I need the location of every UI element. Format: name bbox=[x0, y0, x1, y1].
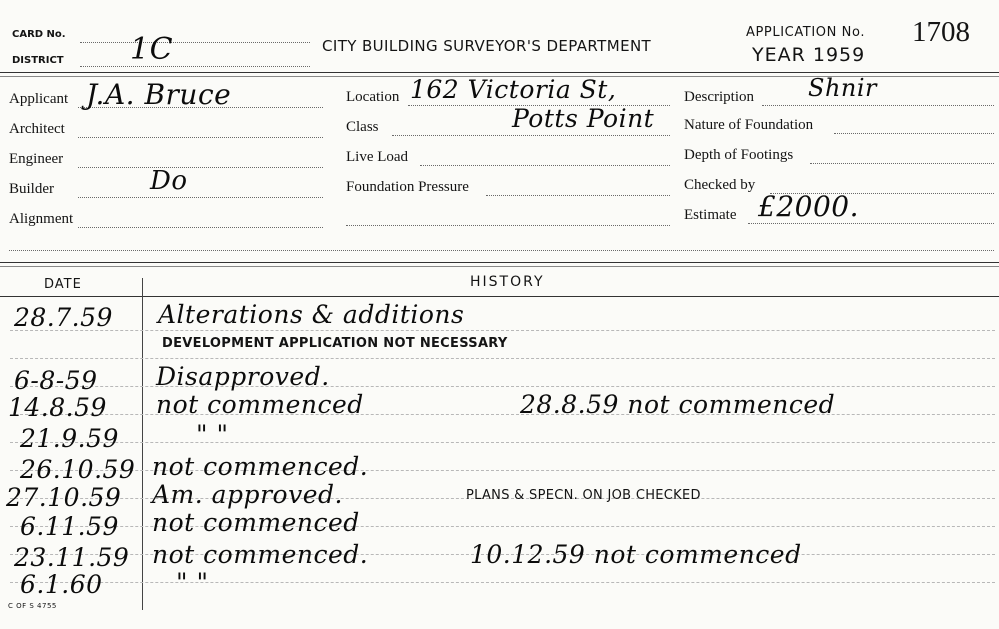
history-rule-2 bbox=[0, 266, 999, 267]
history-entry-text: Alterations & additions bbox=[158, 300, 465, 329]
history-entry-text: not commenced. bbox=[152, 452, 369, 481]
card-no-label: CARD No. bbox=[12, 29, 66, 40]
live-load-line bbox=[420, 165, 670, 166]
nature-of-foundation-label: Nature of Foundation bbox=[684, 117, 814, 133]
applicant-label: Applicant bbox=[9, 91, 69, 107]
year-label: YEAR 1959 bbox=[752, 44, 866, 66]
history-date: 26.10.59 bbox=[20, 455, 136, 484]
card-no-line bbox=[80, 42, 310, 43]
history-date: 21.9.59 bbox=[20, 424, 119, 453]
application-no-label: APPLICATION No. bbox=[746, 25, 866, 40]
department-title: CITY BUILDING SURVEYOR'S DEPARTMENT bbox=[322, 37, 652, 55]
location-value-line1: 162 Victoria St, bbox=[410, 75, 617, 104]
depth-of-footings-label: Depth of Footings bbox=[684, 147, 794, 163]
history-entry-text: not commenced. bbox=[152, 540, 369, 569]
estimate-label: Estimate bbox=[684, 207, 737, 223]
row-guide bbox=[10, 442, 995, 443]
estimate-line bbox=[748, 223, 994, 224]
location-label: Location bbox=[346, 89, 400, 105]
foundation-pressure-label: Foundation Pressure bbox=[346, 179, 469, 195]
builder-line bbox=[78, 197, 323, 198]
estimate-value: £2000. bbox=[758, 190, 859, 223]
history-date: 27.10.59 bbox=[6, 483, 122, 512]
checked-by-label: Checked by bbox=[684, 177, 756, 193]
row-guide bbox=[10, 330, 995, 331]
description-label: Description bbox=[684, 89, 754, 105]
history-date: 14.8.59 bbox=[8, 393, 107, 422]
applicant-value: J.A. Bruce bbox=[86, 78, 232, 111]
engineer-label: Engineer bbox=[9, 151, 64, 167]
history-entry-text: " " bbox=[196, 420, 229, 449]
foundation-pressure-line bbox=[486, 195, 670, 196]
history-stamp: PLANS & SPECN. ON JOB CHECKED bbox=[466, 488, 701, 503]
history-stamp: DEVELOPMENT APPLICATION NOT NECESSARY bbox=[162, 336, 508, 351]
history-column-header: HISTORY bbox=[470, 274, 545, 290]
history-entry-text: " " bbox=[176, 568, 209, 597]
history-rule bbox=[0, 262, 999, 263]
location-value-line2: Potts Point bbox=[512, 104, 655, 133]
row-guide bbox=[10, 582, 995, 583]
district-line bbox=[80, 66, 310, 67]
history-extra-entry: 28.8.59 not commenced bbox=[520, 390, 836, 419]
live-load-label: Live Load bbox=[346, 149, 409, 165]
class-label: Class bbox=[346, 119, 379, 135]
nature-line bbox=[834, 133, 994, 134]
description-value: Shnir bbox=[808, 74, 878, 102]
history-entry-text: not commenced bbox=[152, 508, 360, 537]
history-date: 6.11.59 bbox=[20, 512, 119, 541]
history-extra-entry: 10.12.59 not commenced bbox=[470, 540, 802, 569]
history-entry-text: not commenced bbox=[156, 390, 364, 419]
history-date: 6.1.60 bbox=[20, 570, 103, 599]
history-date: 6-8-59 bbox=[14, 366, 98, 395]
depth-line bbox=[810, 163, 994, 164]
architect-line bbox=[78, 137, 323, 138]
history-entry-text: Am. approved. bbox=[152, 480, 343, 509]
form-code: C OF S 4755 bbox=[8, 602, 57, 610]
engineer-line bbox=[78, 167, 323, 168]
header-rule bbox=[0, 72, 999, 73]
history-header-underline bbox=[0, 296, 999, 297]
description-line bbox=[762, 105, 994, 106]
builder-value: Do bbox=[150, 166, 188, 196]
history-date: 28.7.59 bbox=[14, 303, 113, 332]
col2-blank-line bbox=[346, 225, 670, 226]
district-value: 1C bbox=[130, 32, 174, 67]
architect-label: Architect bbox=[9, 121, 65, 137]
history-date: 23.11.59 bbox=[14, 543, 130, 572]
history-entry-text: Disapproved. bbox=[156, 362, 330, 391]
alignment-label: Alignment bbox=[9, 211, 74, 227]
date-column-divider bbox=[142, 278, 143, 610]
alignment-line bbox=[78, 227, 323, 228]
builder-label: Builder bbox=[9, 181, 54, 197]
date-column-header: DATE bbox=[44, 277, 82, 292]
row-guide bbox=[10, 358, 995, 359]
class-line bbox=[392, 135, 670, 136]
fields-bottom-line bbox=[9, 250, 994, 251]
application-number: 1708 bbox=[912, 16, 970, 48]
district-label: DISTRICT bbox=[12, 55, 64, 66]
